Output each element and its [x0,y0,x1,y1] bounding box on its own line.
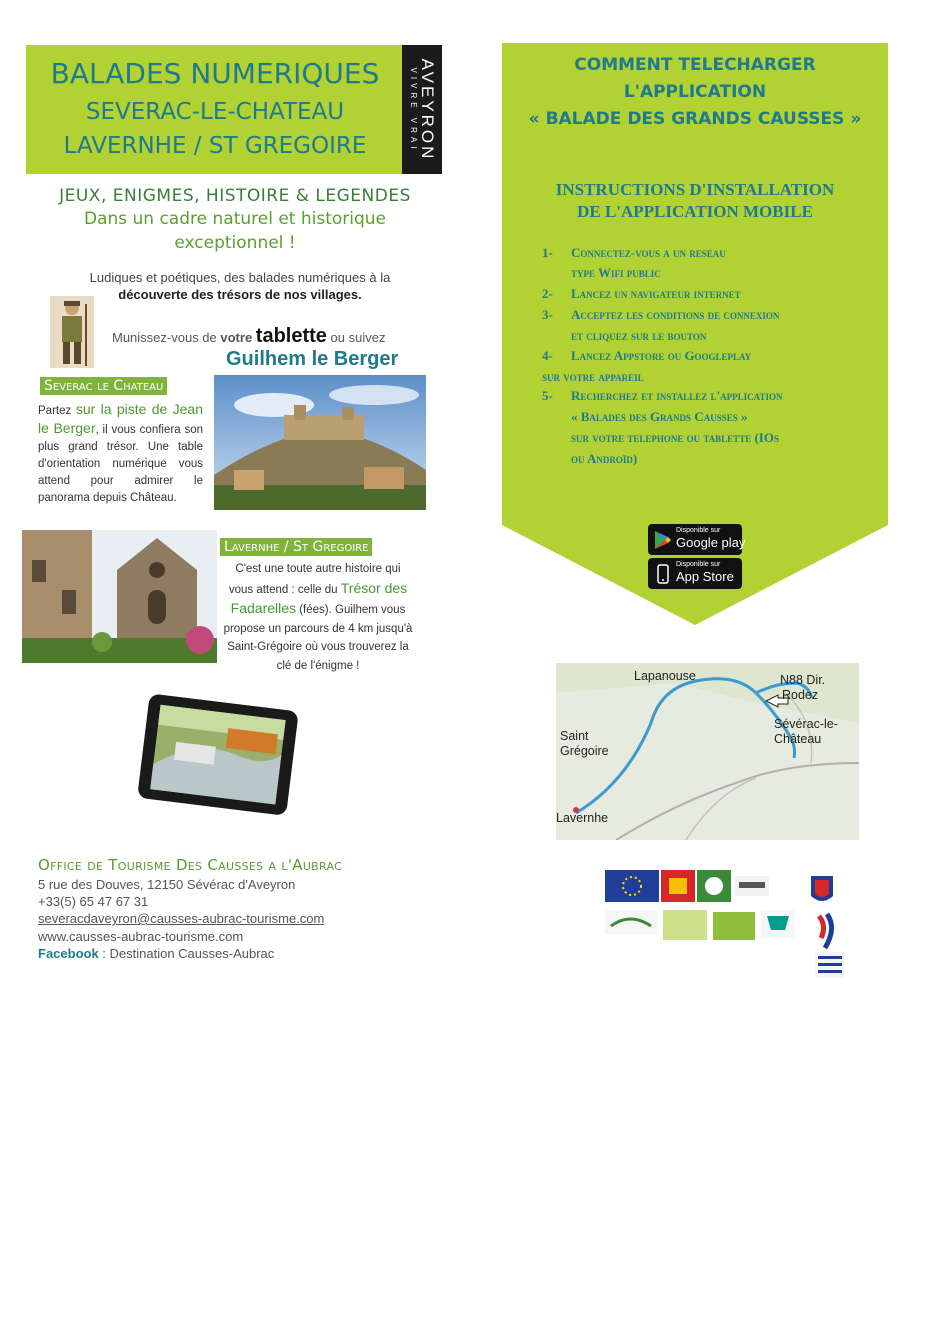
step-5-number: 5- [542,388,553,403]
severac-castle-photo [214,375,426,510]
title-line-2: SEVERAC-LE-CHATEAU [85,99,345,125]
step-5-line-3: sur votre telephone ou tablette (IOs [571,430,779,445]
google-play-icon [654,530,672,550]
map-label-lapanouse: Lapanouse [634,669,696,683]
tablette-line [112,325,385,348]
step-1-line-2: type Wifi public [571,265,661,280]
step-3-line-1: Acceptez les conditions de connexion [571,307,780,322]
instructions-title-1: INSTRUCTIONS D'INSTALLATION [555,180,835,199]
route-map [556,663,859,840]
app-store-big-text: App Store [676,569,734,584]
aveyron-logo [402,45,442,174]
step-3-number: 3- [542,307,553,322]
step-1-number: 1- [542,245,553,260]
map-label-saint-1: Saint [560,729,589,743]
tagline-2: Dans un cadre naturel et historique [83,209,387,229]
office-website-link[interactable]: www.causses-aubrac-tourisme.com [38,929,244,944]
map-label-n88-1: N88 Dir. [780,673,826,687]
step-5-line-2: « Balades des Grands Causses » [571,409,748,424]
step-2-number: 2- [542,286,553,301]
phone-icon [654,564,672,584]
step-5-line-1: Recherchez et installez l'application [571,388,783,403]
intro-line-2: découverte des trésors de nos villages. [118,287,362,302]
facebook-text: : Destination Causses-Aubrac [98,946,275,961]
office-title: Office de Tourisme Des Causses a l'Aubrac [38,856,343,874]
tablette-pre: Munissez-vous de [112,330,221,345]
download-title-3: « BALADE DES GRANDS CAUSSES » [528,109,862,129]
tablette-word: tablette [255,325,327,347]
guide-name: Guilhem le Berger [226,348,399,370]
lavernhe-church-photo [22,530,217,663]
step-4-line-2: sur votre appareil [542,369,644,384]
instructions-title-2: DE L'APPLICATION MOBILE [577,202,813,221]
lavernhe-text-green: Trésor des Fadarelles [230,579,408,616]
step-1-line-1: Connectez-vous a un reseau [571,245,726,260]
map-label-lavernhe: Lavernhe [556,811,609,825]
office-address: 5 rue des Douves, 12150 Sévérac d'Aveyron [38,877,296,892]
map-label-n88-2: Rodez [782,688,819,702]
tagline-1: JEUX, ENIGMES, HISTOIRE & LEGENDES [59,186,411,206]
map-label-saint-2: Grégoire [560,744,609,758]
severac-label: Severac le Chateau [40,377,167,395]
step-4-number: 4- [542,348,553,363]
lavernhe-text-post: (fées). Guilhem vous propose un parcours de 4 km jusqu'à Saint-Grégoire où vous trouverez la clé de l'énigme ! [223,604,413,672]
title-line-3: LAVERNHE / ST GREGOIRE [63,133,367,159]
office-email-link[interactable]: severacdaveyron@causses-aubrac-tourisme.com [38,911,325,926]
title-line-1: BALADES NUMERIQUES [50,57,380,90]
app-store-badge[interactable] [648,558,742,589]
map-label-severac-2: Château [774,732,822,746]
severac-text-green: sur la piste de Jean le Berger [38,401,204,436]
tablette-votre: votre [220,330,256,345]
map-label-severac-1: Sévérac-le- [774,717,838,731]
lavernhe-label: Lavernhe / St Gregoire [220,538,372,556]
step-4-line-1: Lancez Appstore ou Googleplay [571,348,752,363]
severac-text-post: , il vous confiera son plus grand trésor. Une table d'orientation numérique vous attend pour admirer le panorama depuis Château. [38,424,203,504]
step-3-line-2: et cliquez sur le bouton [571,328,707,343]
shepherd-illustration [50,296,94,368]
app-store-small-text: Disponible sur [676,561,721,568]
severac-text [38,401,203,507]
title-banner [26,45,442,174]
download-title-1: COMMENT TELECHARGER [574,55,816,75]
aveyron-logo-main: AVEYRON [418,58,437,161]
google-play-badge[interactable] [648,524,746,555]
office-facebook [38,946,274,961]
google-play-small-text: Disponible sur [676,527,721,534]
step-2-line-1: Lancez un navigateur internet [571,286,741,301]
google-play-big-text: Google play [676,535,746,550]
step-5-line-4: ou Androïd) [571,451,638,466]
tablette-post: ou suivez [326,330,386,345]
sponsor-logos [605,868,845,980]
tablet-illustration [135,692,300,817]
intro-line-1: Ludiques et poétiques, des balades numériques à la [89,270,391,285]
facebook-label: Facebook [38,946,99,961]
lavernhe-text-pre: C'est une toute autre histoire qui vous attend : celle du [228,563,401,596]
tagline-3: exceptionnel ! [174,233,296,253]
office-phone: +33(5) 65 47 67 31 [38,894,149,909]
severac-text-pre: Partez [38,405,76,417]
lavernhe-text [222,560,414,675]
download-title-2: L'APPLICATION [623,82,767,102]
aveyron-logo-sub: VIVRE VRAI [409,67,418,152]
